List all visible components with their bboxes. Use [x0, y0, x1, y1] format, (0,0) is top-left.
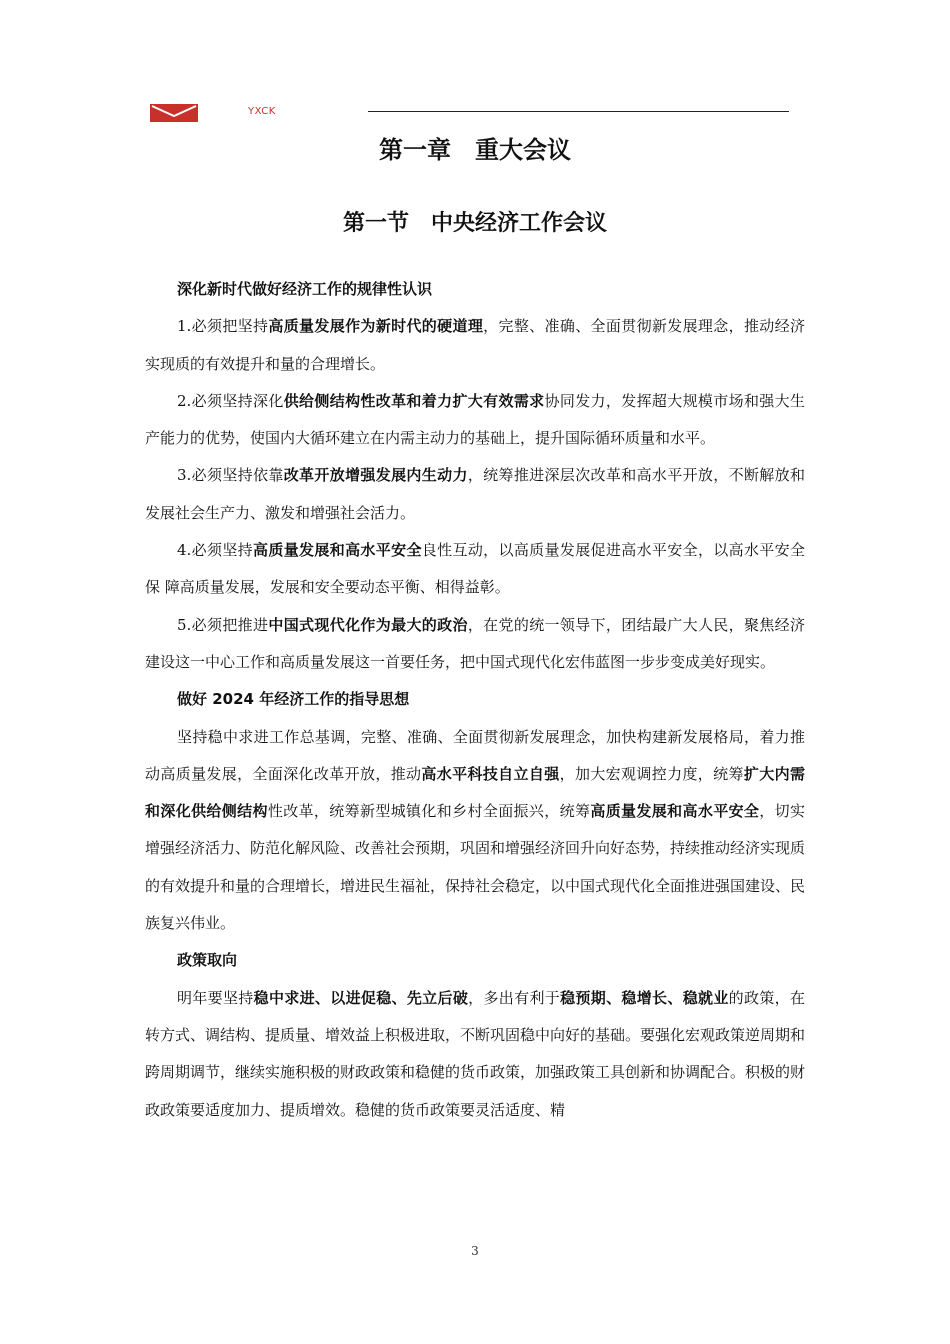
logo-mark — [150, 104, 198, 122]
page-number: 3 — [471, 1244, 479, 1258]
emphasis: 中国式现代化作为最大的政治 — [268, 615, 468, 634]
emphasis: 高质量发展和高水平安全 — [590, 802, 760, 821]
paragraph-1 — [145, 308, 805, 383]
header-rule — [368, 111, 789, 112]
emphasis: 高水平科技自立自强 — [421, 764, 560, 783]
logo-text: YXCK — [248, 106, 276, 117]
text-run: 明年要坚持 — [177, 988, 254, 1007]
text-run: 良性互动，以高质量发展促进高水平安全，以高水平安全保 障高质量发展，发展和安全要动态平衡、相得益彰。 — [145, 541, 805, 597]
text-run: ，加大宏观调控力度，统筹 — [559, 764, 744, 783]
paragraph-5 — [145, 607, 805, 682]
emphasis: 稳中求进、以进促稳、先立后破 — [253, 988, 469, 1007]
text-run: 2.必须坚持深化 — [177, 391, 284, 410]
paragraph-4 — [145, 532, 805, 607]
emphasis: 供给侧结构性改革和着力扩大有效需求 — [283, 391, 545, 410]
text-run: 1.必须把坚持 — [177, 317, 269, 336]
text-run: ，切实增强经济活力、防范化解风险、改善社会预期，巩固和增强经济回升向好态势，持续推动经济实现质的有效提升和量的合理增长，增进民生福祉，保持社会稳定，以中国式现代化全面推进强国建设、民族复兴伟业。 — [145, 802, 806, 933]
section-title: 第一节 中央经济工作会议 — [342, 211, 607, 236]
paragraph-6 — [145, 719, 805, 943]
emphasis: 高质量发展和高水平安全 — [253, 541, 422, 560]
text-run: ，统筹推进深层次改革和高水平开放，不断解放和发展社会生产力、激发和增强社会活力。 — [145, 466, 805, 522]
subheading-guiding-thought: 做好 2024 年经济工作的指导思想 — [177, 690, 410, 709]
emphasis: 扩大内需和深化供给侧结构 — [145, 764, 805, 821]
document-body — [145, 271, 805, 1129]
text-run: 坚持稳中求进工作总基调，完整、准确、全面贯彻新发展理念，加快构建新发展格局，着力推动高质量发展，全面深化改革开放，推动 — [145, 727, 805, 783]
chapter-title: 第一章 重大会议 — [379, 136, 571, 164]
subheading-policy: 政策取向 — [177, 951, 238, 970]
text-run: 性改革，统筹新型城镇化和乡村全面振兴，统筹 — [267, 802, 591, 821]
emphasis: 高质量发展作为新时代的硬道理 — [268, 317, 484, 336]
paragraph-3 — [145, 457, 805, 532]
emphasis: 改革开放增强发展内生动力 — [283, 466, 468, 485]
text-run: 协同发力，发挥超大规模市场和强大生产能力的优势，使国内大循环建立在内需主动力的基础上，提升国际循环质量和水平。 — [145, 391, 805, 448]
text-run: ，在党的统一领导下，团结最广大人民，聚焦经济建设这一中心工作和高质量发展这一首要任务，把中国式现代化宏伟蓝图一步步变成美好现实。 — [145, 615, 806, 671]
text-run: ，多出有利于 — [468, 988, 561, 1007]
paragraph-7 — [145, 980, 805, 1129]
envelope-logo-icon — [150, 104, 198, 122]
text-run: 5.必须把推进 — [177, 615, 269, 634]
subheading-regularity: 深化新时代做好经济工作的规律性认识 — [177, 280, 433, 298]
text-run: 3.必须坚持依靠 — [177, 466, 284, 485]
text-run: 4.必须坚持 — [177, 541, 254, 560]
emphasis: 稳预期、稳增长、稳就业 — [560, 988, 729, 1007]
paragraph-2 — [145, 383, 805, 458]
text-run: ，完整、准确、全面贯彻新发展理念，推动经济实现质的有效提升和量的合理增长。 — [145, 317, 805, 373]
text-run: 的政策，在转方式、调结构、提质量、增效益上积极进取，不断巩固稳中向好的基础。要强化宏观政策逆周期和跨周期调节，继续实施积极的财政政策和稳健的货币政策，加强政策工具创新和协调配合。积极的财政政策要适度加力、提质增效。稳健的货币政策要灵活适度、精 — [145, 988, 806, 1119]
